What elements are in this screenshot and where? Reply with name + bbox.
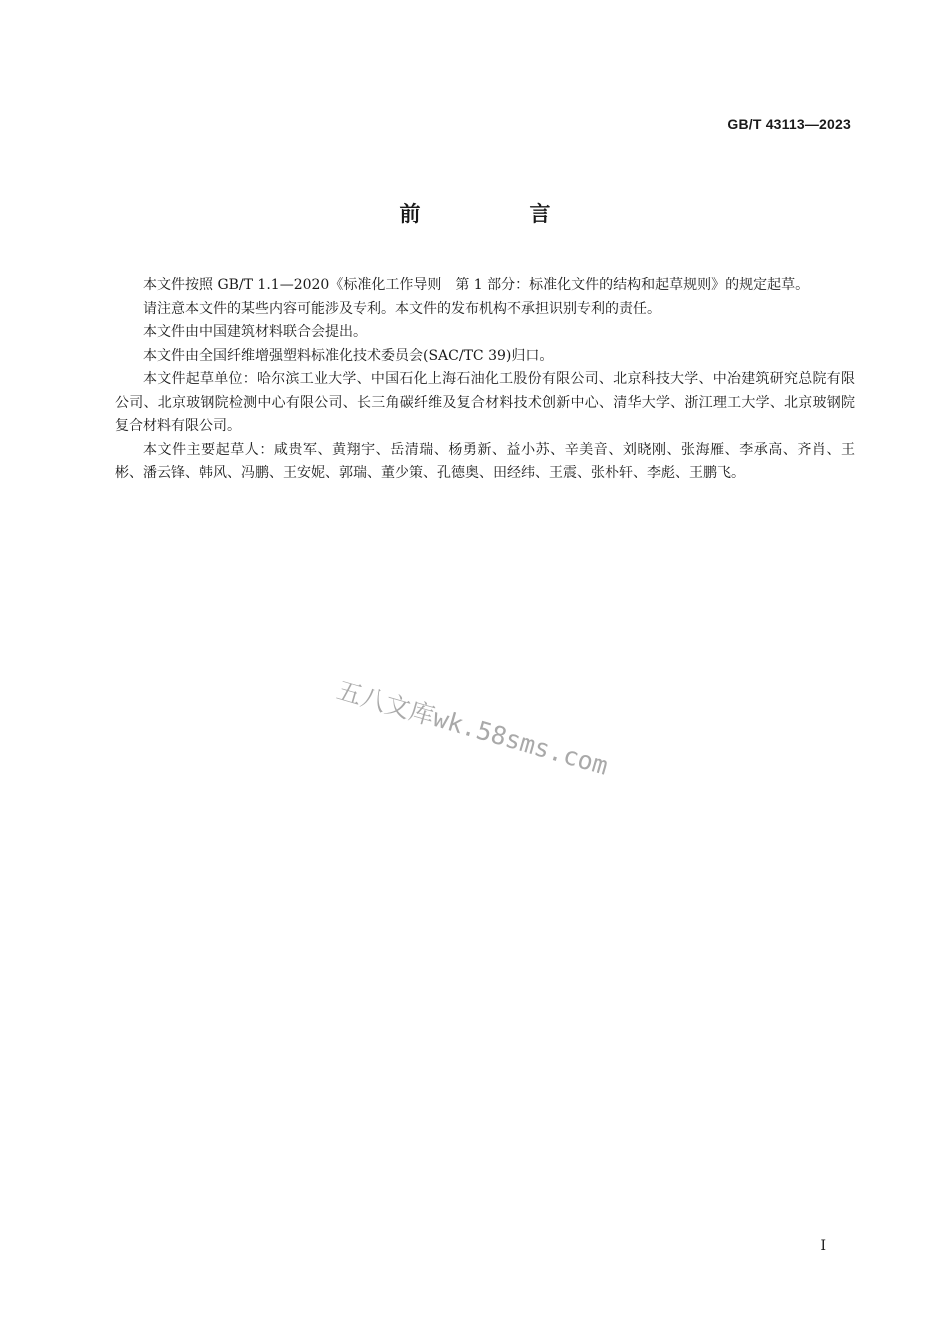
page-number: I	[820, 1238, 826, 1254]
watermark-text: 五八文库wk.58sms.com	[333, 675, 612, 781]
paragraph-patent-notice: 请注意本文件的某些内容可能涉及专利。本文件的发布机构不承担识别专利的责任。	[143, 300, 661, 317]
paragraph-proposed-by: 本文件由中国建筑材料联合会提出。	[143, 324, 367, 340]
paragraph-drafting-rules: 本文件按照 GB/T 1.1—2020《标准化工作导则 第 1 部分：标准化文件的结构和起草规则》的规定起草。	[143, 277, 810, 293]
page-title: 前 言	[399, 202, 595, 226]
foreword-body	[115, 274, 855, 486]
paragraph-drafters: 本文件主要起草人：咸贵军、黄翔宇、岳清瑞、杨勇新、益小苏、辛美音、刘晓刚、张海雁、李承高、齐肖、王彬、潘云锋、韩风、冯鹏、王安妮、郭瑞、董少策、孔德奥、田经纬、王震、张朴轩、李彪、王鹏飞。	[115, 441, 855, 481]
paragraph-administered-by: 本文件由全国纤维增强塑料标准化技术委员会(SAC/TC 39)归口。	[143, 347, 554, 364]
paragraph-drafting-units: 本文件起草单位：哈尔滨工业大学、中国石化上海石油化工股份有限公司、北京科技大学、中冶建筑研究总院有限公司、北京玻钢院检测中心有限公司、长三角碳纤维及复合材料技术创新中心、清华大学、浙江理工大学、北京玻钢院复合材料有限公司。	[115, 371, 855, 434]
standard-number: GB/T 43113—2023	[727, 116, 851, 132]
